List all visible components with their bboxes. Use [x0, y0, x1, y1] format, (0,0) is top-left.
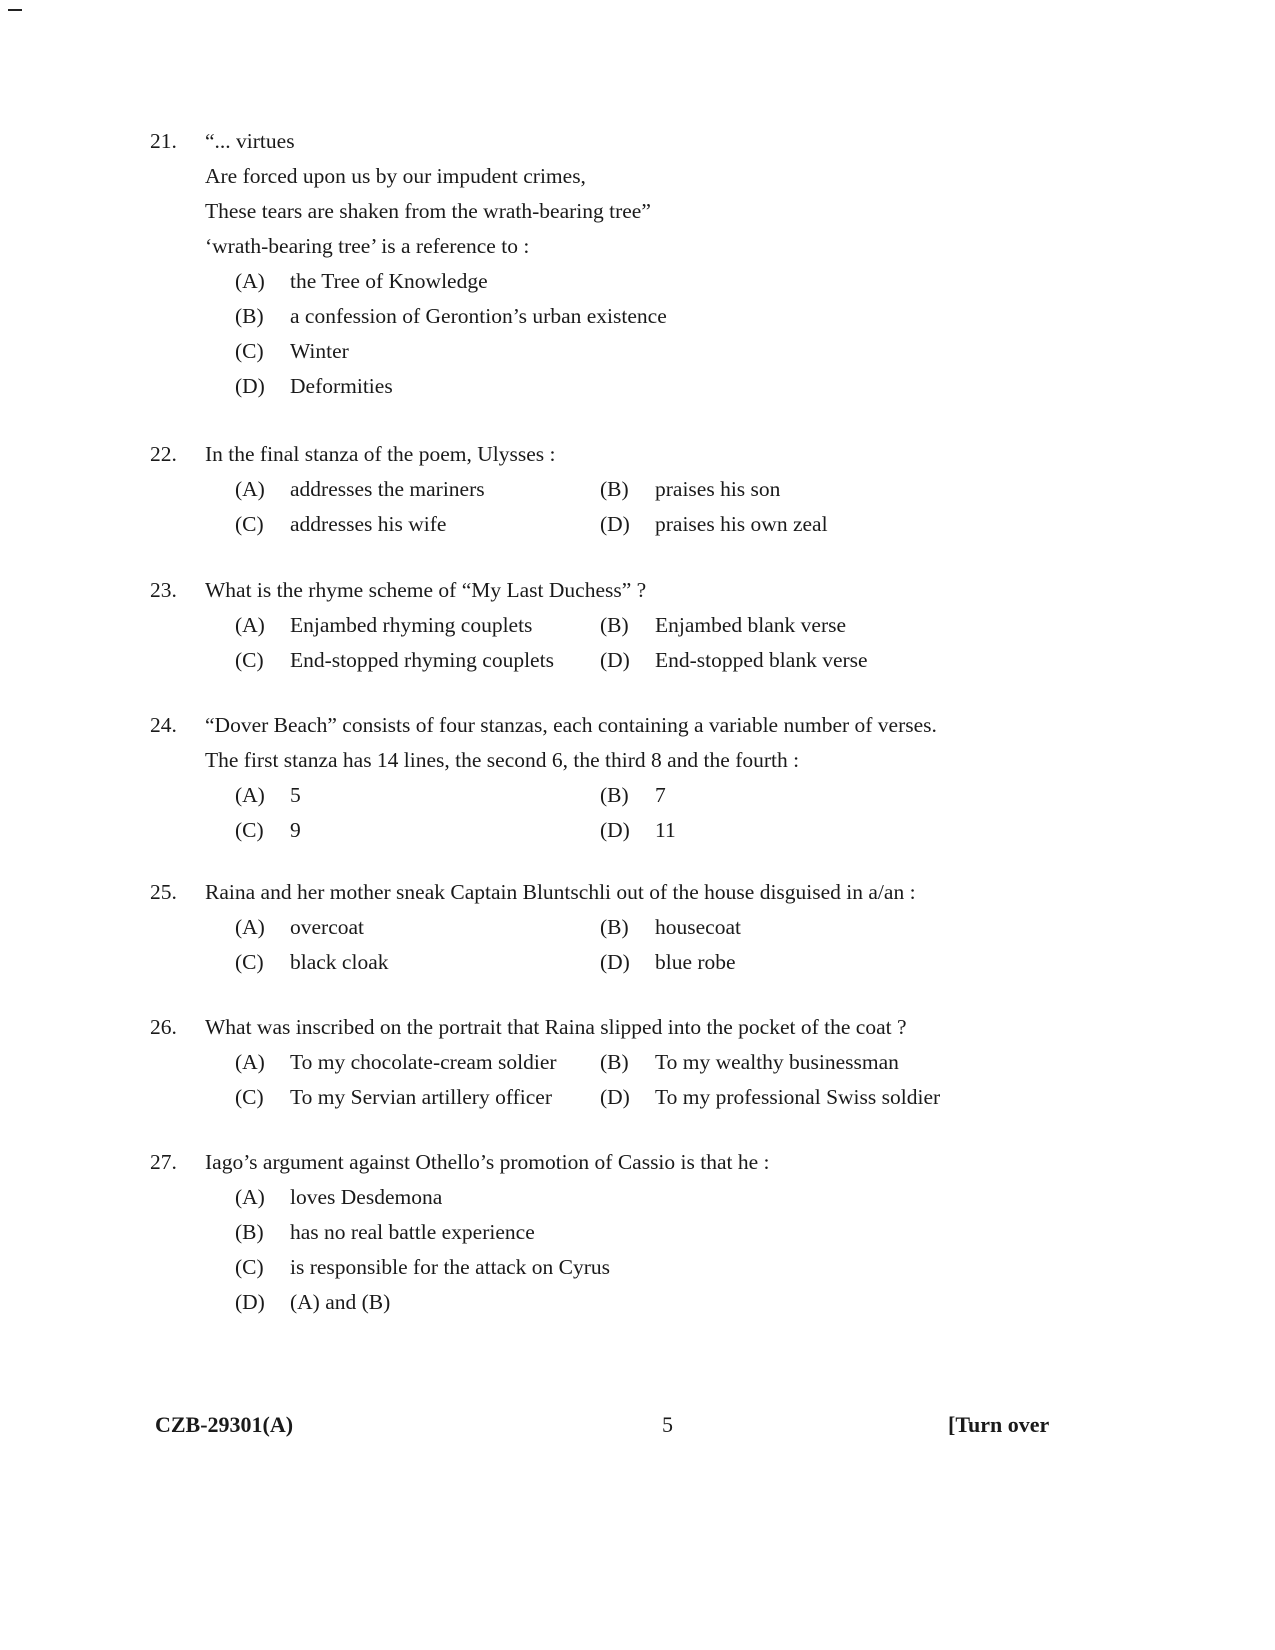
question-number: 26. [150, 1015, 177, 1039]
option-letter: (A) [235, 613, 265, 637]
option-letter: (B) [600, 477, 629, 501]
page-number: 5 [662, 1412, 673, 1437]
corner-mark [8, 9, 22, 11]
question-23 [150, 573, 1150, 678]
option-text: To my chocolate-cream soldier [290, 1050, 557, 1074]
option-letter: (C) [235, 818, 264, 842]
option-text: End-stopped blank verse [655, 648, 868, 672]
option-letter: (C) [235, 339, 264, 363]
option-text: Enjambed blank verse [655, 613, 847, 637]
question-text: In the final stanza of the poem, Ulysses : [205, 442, 556, 466]
question-number: 23. [150, 578, 177, 602]
option-text: black cloak [290, 950, 389, 974]
question-number: 22. [150, 442, 177, 466]
question-text: These tears are shaken from the wrath-bearing tree” [205, 199, 651, 223]
option-text: overcoat [290, 915, 365, 939]
option-letter: (C) [235, 512, 264, 536]
option-letter: (B) [600, 783, 629, 807]
question-25 [150, 875, 1150, 980]
option-text: blue robe [655, 950, 736, 974]
option-letter: (D) [600, 648, 630, 672]
question-21 [150, 124, 1150, 404]
question-text: “Dover Beach” consists of four stanzas, each containing a variable number of verses. [205, 713, 937, 737]
question-text: “... virtues [205, 129, 295, 153]
turn-over-label: [Turn over [948, 1412, 1050, 1437]
option-text: praises his son [655, 477, 781, 501]
option-letter: (A) [235, 477, 265, 501]
question-22 [150, 437, 1150, 542]
option-letter: (C) [235, 1255, 264, 1279]
option-text: the Tree of Knowledge [290, 269, 488, 293]
question-26 [150, 1010, 1150, 1115]
option-letter: (D) [235, 1290, 265, 1314]
option-letter: (A) [235, 783, 265, 807]
option-text: 11 [655, 818, 676, 842]
option-text: addresses his wife [290, 512, 447, 536]
option-text: End-stopped rhyming couplets [290, 648, 554, 672]
question-text: What is the rhyme scheme of “My Last Duchess” ? [205, 578, 647, 602]
question-text: The first stanza has 14 lines, the second 6, the third 8 and the fourth : [205, 748, 800, 772]
option-letter: (B) [600, 915, 629, 939]
option-letter: (B) [600, 1050, 629, 1074]
question-27 [150, 1145, 1150, 1320]
option-text: Enjambed rhyming couplets [290, 613, 533, 637]
option-text: Winter [290, 339, 349, 363]
option-text: 9 [290, 818, 301, 842]
option-text: 7 [655, 783, 666, 807]
question-text: ‘wrath-bearing tree’ is a reference to : [205, 234, 530, 258]
option-text: loves Desdemona [290, 1185, 443, 1209]
option-text: To my professional Swiss soldier [655, 1085, 941, 1109]
option-letter: (B) [235, 1220, 264, 1244]
question-text: Raina and her mother sneak Captain Bluntschli out of the house disguised in a/an : [205, 880, 916, 904]
option-text: praises his own zeal [655, 512, 828, 536]
option-letter: (C) [235, 1085, 264, 1109]
question-text: Are forced upon us by our impudent crimes, [205, 164, 586, 188]
option-text: a confession of Gerontion’s urban existence [290, 304, 667, 328]
option-text: is responsible for the attack on Cyrus [290, 1255, 611, 1279]
option-letter: (D) [600, 512, 630, 536]
option-text: housecoat [655, 915, 741, 939]
question-number: 27. [150, 1150, 177, 1174]
option-text: Deformities [290, 374, 393, 398]
option-letter: (D) [600, 950, 630, 974]
option-letter: (B) [235, 304, 264, 328]
question-number: 24. [150, 713, 177, 737]
option-text: 5 [290, 783, 301, 807]
question-text: What was inscribed on the portrait that Raina slipped into the pocket of the coat ? [205, 1015, 907, 1039]
option-letter: (D) [235, 374, 265, 398]
option-letter: (A) [235, 1050, 265, 1074]
option-text: has no real battle experience [290, 1220, 535, 1244]
option-text: To my Servian artillery officer [290, 1085, 552, 1109]
option-text: (A) and (B) [290, 1290, 391, 1314]
option-letter: (A) [235, 269, 265, 293]
paper-code: CZB-29301(A) [155, 1412, 294, 1437]
option-letter: (D) [600, 1085, 630, 1109]
option-letter: (B) [600, 613, 629, 637]
question-number: 25. [150, 880, 177, 904]
question-24 [150, 708, 1150, 848]
question-text: Iago’s argument against Othello’s promotion of Cassio is that he : [205, 1150, 770, 1174]
option-letter: (C) [235, 648, 264, 672]
option-letter: (C) [235, 950, 264, 974]
option-text: To my wealthy businessman [655, 1050, 899, 1074]
option-letter: (A) [235, 1185, 265, 1209]
option-text: addresses the mariners [290, 477, 485, 501]
option-letter: (D) [600, 818, 630, 842]
question-number: 21. [150, 129, 177, 153]
option-letter: (A) [235, 915, 265, 939]
